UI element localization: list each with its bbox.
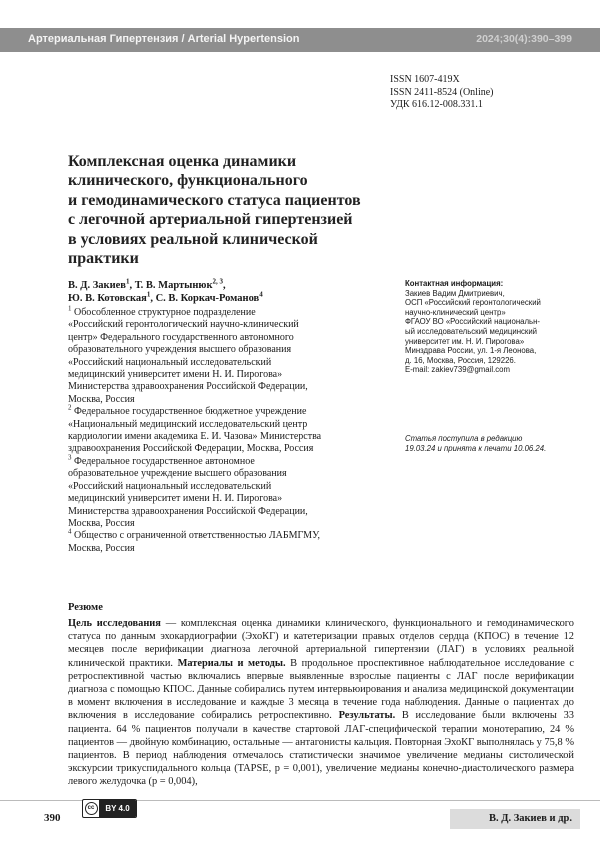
affiliation-line: «Российский геронтологический научно-клинический [68,319,299,331]
affiliation-number: 4 [68,527,72,536]
affiliations [68,304,368,555]
affiliation-line: «Российский национальный исследовательский [68,480,272,492]
journal-header-bar [0,28,600,52]
page-number: 390 [44,812,61,824]
abstract-heading: Резюме [68,602,103,613]
affiliation-line: здравоохранения Российской Федерации, Москва, Россия [68,443,314,455]
received-line: 19.03.24 и принята к печати 10.06.24. [405,443,547,453]
article-title [68,152,368,268]
aim-text: — комплексная оценка динамики клинического, функционального и гемодинамического статуса по данным эхокардиографии (ЭхоКГ) и катетеризации правых отделов сердца (КПОС) в течение 12 месяцев после верификации диагноза легочной артериальной гипертензии (ЛАГ) в условиях реальной клинической практики. [68,618,574,669]
affiliation-line: Москва, Россия [68,517,135,529]
udc-code: УДК 616.12-008.331.1 [390,99,483,110]
identifiers-block [390,74,494,112]
methods-label: Материалы и методы. [177,657,286,669]
contact-line: научно-клинический центр» [405,307,506,317]
journal-name: Артериальная Гипертензия / Arterial Hypertension [28,33,300,45]
license-label: BY 4.0 [99,800,136,817]
affiliation-line: Москва, Россия [68,542,135,554]
affiliation-number: 3 [68,453,72,462]
aim-label: Цель исследования [68,618,161,629]
affiliation-line: «Национальный медицинский исследовательский центр [68,418,308,430]
author-affiliation-mark: 4 [259,290,263,299]
title-line: практики [68,250,139,268]
affiliation-line: «Российский национальный исследовательский [68,356,272,368]
contact-line: ОСП «Российский геронтологический [405,298,541,308]
title-line: и гемодинамического статуса пациентов [68,191,361,209]
affiliation-line: медицинский университет имени Н. И. Пирогова» [68,493,283,505]
creative-commons-icon [83,801,99,816]
contact-line: ый исследовательский медицинский [405,326,538,336]
author-affiliation-mark: 1 [125,277,130,286]
affiliation-line: Федеральное государственное автономное [74,455,255,467]
affiliation-line: центр» Федерального государственного автономного [68,331,294,343]
affiliation-line: медицинский университет имени Н. И. Пирогова» [68,369,283,381]
cc-symbol: cc [85,802,98,815]
contact-information [405,279,575,375]
issue-reference: 2024;30(4):390–399 [476,33,572,45]
author-name: Т. В. Мартынюк [134,280,213,291]
author-affiliation-mark: 1 [146,290,151,299]
author-name: В. Д. Закиев [68,280,126,291]
author-separator: , [150,293,156,304]
results-text: В исследование были включены 33 пациента. 64 % пациентов получали в качестве стартовой ЛАГ-специфической терапии монотерапию, 24 % пациентов — двойную комбинацию, остальные — антагонисты кальция. Повторная ЭхоКГ выполнялась у 75,8 % пациентов. В период наблюдения отмечалось статистически значимое увеличение медианы систолической экскурсии трикуспидального кольца (TAPSE, p = 0,001), увеличение медианы конечно-диастолического размера левого желудочка (p = 0,004), [68,710,575,788]
affiliation-line: Федеральное государственное бюджетное учреждение [74,406,307,418]
contact-line: Минздрава России, ул. 1-я Леонова, [405,346,537,356]
running-authors: В. Д. Закиев и др. [450,809,580,829]
issn-online: ISSN 2411-8524 (Online) [390,86,494,98]
affiliation-line: образовательного учреждения высшего образования [68,344,292,356]
author-list [68,279,368,305]
title-line: Комплексная оценка динамики [68,153,297,170]
contact-line: университет им. Н. И. Пирогова» [405,336,525,346]
contact-line: ФГАОУ ВО «Российский национальн- [405,317,541,327]
abstract-body [68,617,574,789]
author-name: Ю. В. Котовская [68,293,147,304]
contact-heading: Контактная информация: [405,279,504,288]
affiliation-number: 2 [68,403,72,412]
affiliation-line: Москва, Россия [68,393,135,405]
cc-license-badge[interactable] [82,799,137,818]
affiliation-line: образовательное учреждение высшего образования [68,468,287,480]
affiliation-number: 1 [68,304,72,313]
received-line: Статья поступила в редакцию [405,434,523,443]
results-label: Результаты. [338,710,396,722]
author-separator: , [223,280,226,291]
affiliation-line: Министерства здравоохранения Российской Федерации, [68,505,308,517]
affiliation-line: Министерства здравоохранения Российской Федерации, [68,381,308,393]
issn-print: ISSN 1607-419X [390,74,460,85]
affiliation-line: кардиологии имени академика Е. И. Чазова» Министерства [68,431,322,443]
contact-email[interactable]: E-mail: zakiev739@gmail.com [405,365,510,375]
title-line: с легочной артериальной гипертензией [68,211,353,229]
methods-text: В продольное проспективное наблюдательное исследование с ретроспективной частью включались впервые выявленные взрослые пациенты с ЛАГ после верификации диагноза с помощью КПОС. Данные собирались путем интервьюирования и анализа медицинской документации в момент включения в исследование и каждые 3 месяца в течение года наблюдения. Данные о пациентах до включения в исследование собирались ретроспективно. [68,657,574,722]
title-line: клинического, функционального [68,172,308,190]
received-dates [405,434,580,454]
affiliation-line: Общество с ограниченной ответственностью ЛАБМГМУ, [74,530,321,542]
title-line: в условиях реальной клинической [68,230,318,248]
contact-address-line: д. 16, Москва, Россия, 129226. [405,355,516,365]
author-name: С. В. Коркач-Романов [155,293,260,304]
affiliation-line: Обособленное структурное подразделение [74,307,256,318]
author-separator: , [129,280,135,291]
contact-line: Закиев Вадим Дмитриевич, [405,288,505,298]
author-affiliation-mark: 2, 3 [212,277,223,286]
